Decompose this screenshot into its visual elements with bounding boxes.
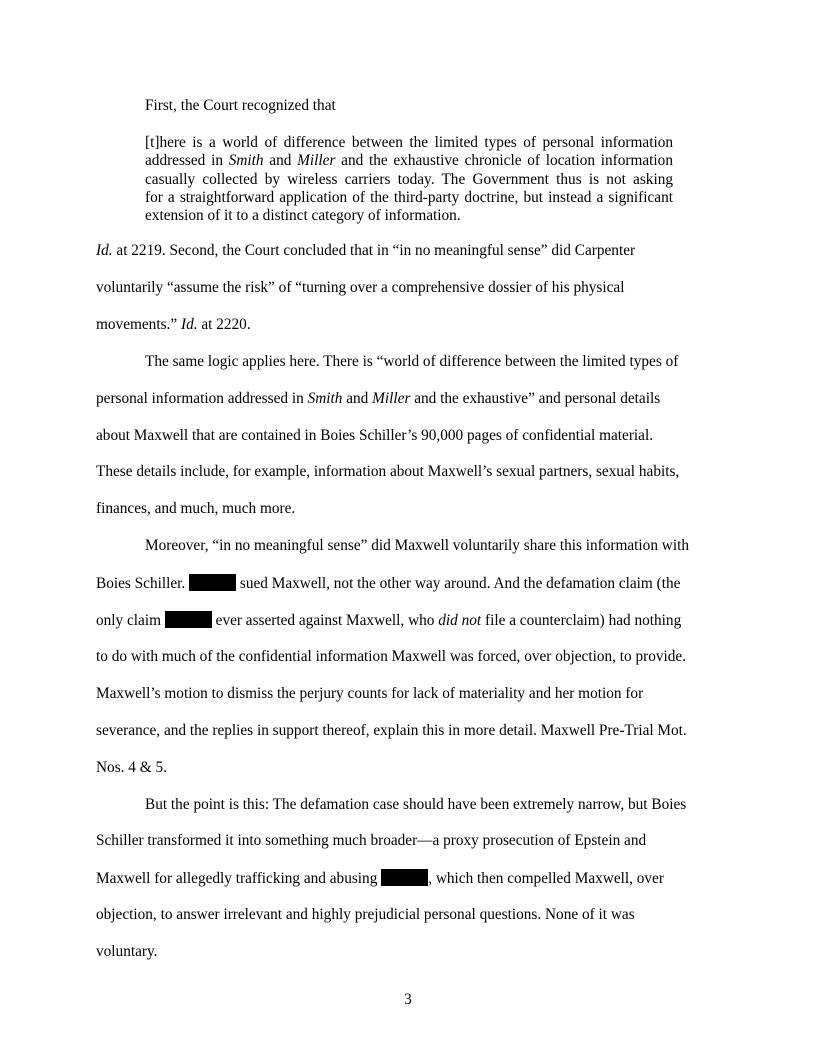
body-line bbox=[96, 463, 679, 481]
text-run: at 2220. bbox=[197, 315, 251, 333]
page-number: 3 bbox=[404, 991, 412, 1008]
italic-text: Miller bbox=[297, 152, 336, 170]
text-run: about Maxwell that are contained in Boies Schiller’s 90,000 pages of confidential material. bbox=[96, 426, 654, 444]
redaction-box bbox=[381, 869, 428, 886]
quote-line bbox=[145, 152, 673, 170]
redaction-box bbox=[165, 611, 212, 628]
italic-text: did not bbox=[438, 612, 482, 629]
text-run: severance, and the replies in support thereof, explain this in more detail. Maxwell Pre-Trial Mot. bbox=[96, 721, 687, 739]
body-line bbox=[96, 611, 681, 630]
text-run: Nos. 4 & 5. bbox=[96, 758, 167, 776]
block-quote bbox=[145, 134, 673, 225]
text-run: Schiller transformed it into something much broader—a proxy prosecution of Epstein and bbox=[96, 832, 647, 850]
text-run: addressed in bbox=[145, 152, 229, 170]
text-run: , which then compelled Maxwell, over bbox=[428, 870, 664, 888]
body-line bbox=[145, 796, 686, 814]
text-run: finances, and much, much more. bbox=[96, 500, 296, 518]
text-run: The same logic applies here. There is “world of difference between the limited types of bbox=[145, 352, 679, 370]
body-line bbox=[96, 574, 680, 593]
text-run: But the point is this: The defamation case should have been extremely narrow, but Boies bbox=[145, 795, 687, 813]
text-run: ever asserted against Maxwell, who bbox=[211, 612, 439, 629]
body-line bbox=[96, 906, 635, 924]
body-line bbox=[96, 427, 653, 445]
text-run: personal information addressed in bbox=[96, 389, 308, 407]
text-run: for a straightforward application of the third-party doctrine, but instead a significant bbox=[145, 188, 673, 206]
body-line bbox=[96, 648, 686, 666]
text-run: [t]here is a world of difference between the limited types of personal information bbox=[145, 134, 673, 151]
body-line bbox=[96, 316, 251, 334]
text-run: only claim bbox=[96, 612, 165, 629]
body-line bbox=[96, 500, 295, 518]
text-run: casually collected by wireless carriers today. The Government thus is not asking bbox=[145, 170, 673, 188]
body-line bbox=[96, 722, 687, 740]
text-run: sued Maxwell, not the other way around. And the defamation claim (the bbox=[236, 575, 681, 593]
text-run: file a counterclaim) had nothing bbox=[481, 612, 682, 629]
text-run: voluntary. bbox=[96, 943, 158, 961]
text-run: Maxwell’s motion to dismiss the perjury counts for lack of materiality and her motion for bbox=[96, 684, 644, 702]
italic-text: Smith bbox=[307, 389, 343, 407]
text-run: to do with much of the confidential information Maxwell was forced, over objection, to provide. bbox=[96, 647, 687, 665]
quote-line bbox=[145, 207, 673, 225]
quote-line bbox=[145, 189, 673, 207]
body-line bbox=[96, 869, 664, 888]
text-run: and bbox=[263, 152, 298, 170]
text-run: Maxwell for allegedly trafficking and abusing bbox=[96, 870, 382, 888]
text-run: and the exhaustive chronicle of location information bbox=[335, 152, 673, 170]
body-line bbox=[96, 832, 646, 850]
body-line bbox=[96, 943, 157, 961]
body-line bbox=[145, 353, 678, 371]
italic-text: Smith bbox=[228, 152, 264, 170]
body-line bbox=[96, 759, 167, 777]
italic-text: Id. bbox=[96, 242, 113, 259]
text-run: These details include, for example, information about Maxwell’s sexual partners, sexual habits, bbox=[96, 463, 680, 481]
body-line bbox=[96, 390, 660, 408]
text-run: and the exhaustive” and personal details bbox=[410, 389, 661, 407]
text-run: Boies Schiller. bbox=[96, 575, 190, 593]
italic-text: Miller bbox=[372, 389, 411, 407]
italic-text: Id. bbox=[180, 315, 198, 333]
text-run: extension of it to a distinct category of information. bbox=[145, 207, 461, 225]
quote-line bbox=[145, 134, 673, 152]
quote-line bbox=[145, 171, 673, 189]
text-run: Moreover, “in no meaningful sense” did Maxwell voluntarily share this information with bbox=[145, 537, 690, 555]
body-line bbox=[96, 242, 635, 260]
text-run: objection, to answer irrelevant and highly prejudicial personal questions. None of it was bbox=[96, 906, 635, 924]
body-line bbox=[96, 685, 643, 703]
redaction-box bbox=[189, 574, 236, 591]
body-line bbox=[96, 279, 624, 297]
body-line bbox=[145, 537, 689, 555]
text-run: and bbox=[342, 389, 373, 407]
text-run: movements.” bbox=[96, 315, 181, 333]
text-run: at 2219. Second, the Court concluded that in “in no meaningful sense” did Carpenter bbox=[112, 242, 636, 259]
intro-line: First, the Court recognized that bbox=[145, 97, 336, 114]
text-run: voluntarily “assume the risk” of “turning over a comprehensive dossier of his physical bbox=[96, 278, 625, 296]
